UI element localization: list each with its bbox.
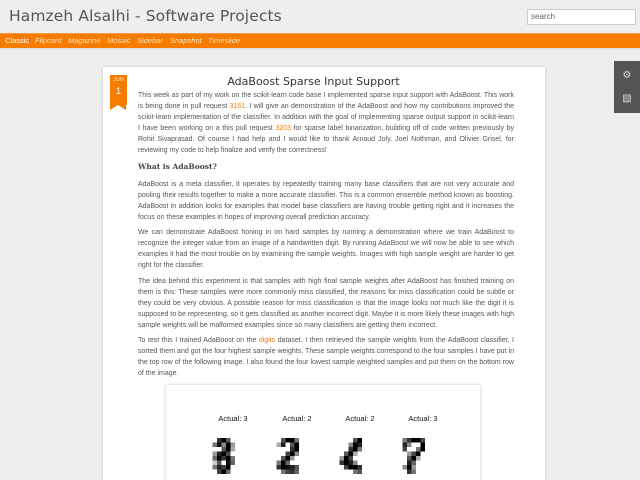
section-heading: What is AdaBoost? (138, 162, 217, 171)
nav-item-classic[interactable]: Classic (5, 36, 30, 45)
digit-title: Actual: 2 (345, 414, 375, 423)
digit-title: Actual: 3 (218, 414, 248, 423)
post-paragraph-what-is: AdaBoost is a meta classifier, it operates by repeatedly training many base classifiers that are not very accurate and pooling their results together to make a more accurate classifier. This is a common ensemble method known as boosting. AdaBoost in addition looks for examples that model base classifiers are having trouble getting right and it increases the focus on these examples in hopes of improving overall prediction accuracy. (138, 181, 514, 221)
digit-image-3 (398, 426, 434, 480)
digit-image-2 (335, 426, 371, 480)
post-paragraph-intro (138, 91, 514, 156)
digits-dataset-link[interactable]: digits (258, 337, 276, 344)
nav-item-flipcard[interactable]: Flipcard (35, 36, 62, 45)
nav-item-magazine[interactable]: Magazine (68, 36, 101, 45)
pull-request-3203-link[interactable]: 3203 (275, 124, 291, 132)
post-paragraph-test (138, 336, 514, 380)
nav-shadow (0, 48, 640, 51)
nav-item-snapshot[interactable]: Snapshot (170, 36, 202, 45)
intro-text-c: for sparse label binarization, building off of code written previously by Rohit Sivaprasad. Of course I had help and I would like to thank Arnaud Joly, Joel Nothman, and Olivier Grisel, for reviewing my code to help finalize and verify the correctness! (138, 124, 515, 154)
blogger-icon[interactable]: ▧ (622, 93, 632, 104)
digit-title: Actual: 2 (282, 414, 312, 423)
post-title[interactable]: AdaBoost Sparse Input Support (227, 75, 400, 88)
search-input[interactable]: search (527, 9, 636, 25)
digit-image-2 (272, 426, 308, 480)
digit-sample (398, 414, 448, 480)
test-text-b: dataset. I then retrieved the sample weights from the AdaBoost classifier, I sorted them and got the four highest sample weights. These sample weights correspond to the four samples I have put in the top row of the following image. I also found the four lowest sample weighted samples and put them on the bottom row of the image. (138, 337, 514, 377)
post-paragraph-demonstration: We can demonstrate AdaBoost honing in on hard samples by running a demonstration where we train AdaBoost to recognize the integer value from an image of a handwritten digit. By running AdaBoost we will now be able to see which examples it had the most trouble on by examining the sample weights. Images with high sample weight are harder to get right for the classifier. (138, 229, 514, 269)
digit-sample (208, 414, 258, 480)
test-text-a: To test this I trained AdaBoost on the (138, 337, 259, 344)
digit-image-3 (208, 426, 244, 480)
nav-item-timeslide[interactable]: Timeslide (208, 36, 241, 45)
share-sidebar (614, 61, 640, 113)
intro-text-a: This week as part of my work on the scikit-learn code base I implemented sparse input support with AdaBoost. This work is being done in pull request (138, 92, 514, 110)
digit-sample (335, 414, 385, 480)
nav-item-sidebar[interactable]: Sidebar (137, 36, 163, 45)
date-day: 1 (115, 86, 122, 97)
digit-samples-figure[interactable] (166, 385, 480, 480)
view-nav-bar (0, 33, 640, 48)
gear-icon[interactable]: ⚙ (622, 70, 632, 81)
digit-sample (272, 414, 322, 480)
digit-title: Actual: 3 (408, 414, 438, 423)
nav-item-mosaic[interactable]: Mosaic (107, 36, 131, 45)
blog-title[interactable]: Hamzeh Alsalhi - Software Projects (9, 7, 282, 25)
blog-post (103, 67, 545, 480)
intro-text-b: . I will give an demonstration of the AdaBoost and how my contributions improved the scikit-learn implementation of the classifier. In addition with the goal of implementing sparse output support in scikit-learn I have been working on a this pull request (138, 102, 514, 132)
pull-request-3161-link[interactable]: 3161 (229, 102, 246, 110)
date-month: JUN (113, 77, 124, 83)
blog-header (0, 0, 640, 33)
post-paragraph-experiment-idea: The idea behind this experiment is that samples with high final sample weights after AdaBoost has finished training on them is this: These samples were more commonly miss classified, the reasons for miss classification could be subtle or they could be very obvious. A possible reason for miss classification is that the image looks not much like the digit it is supposed to be representing, so it gets classified as another incorrect digit. Maybe it is more likely these images with high sample weights will be malformed examples since so many classifiers are getting them incorrect. (138, 278, 514, 329)
